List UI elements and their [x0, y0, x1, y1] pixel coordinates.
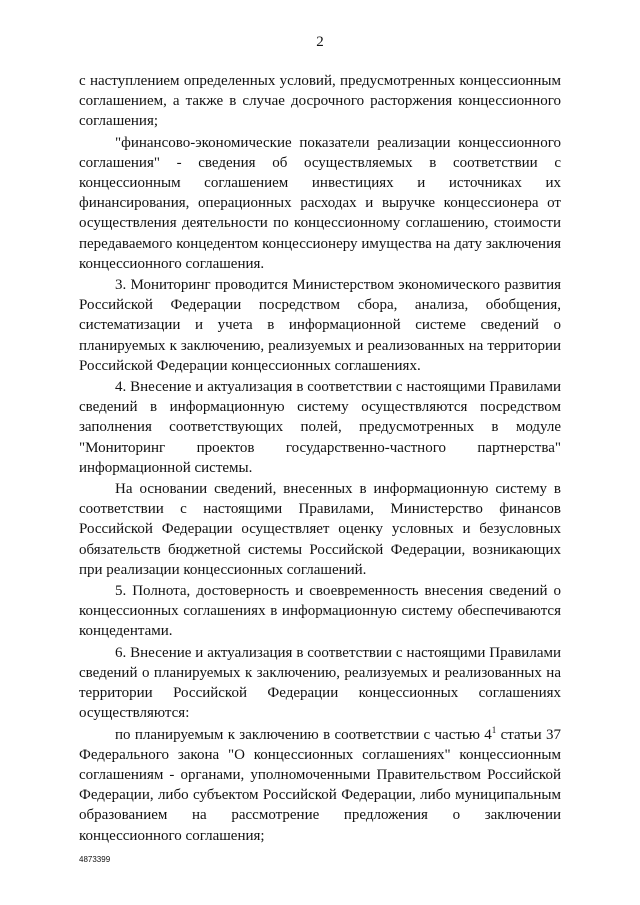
paragraph: На основании сведений, внесенных в информационную систему в соответствии с настоящими Правилами, Министерство финансов Российской Федерации осуществляет оценку условных и безусловных обязательств бюджетной системы Российской Федерации, возникающих при реализации концессионных соглашений.	[79, 481, 561, 578]
page-number: 2	[316, 34, 324, 50]
paragraph: 3. Мониторинг проводится Министерством экономического развития Российской Федерации посредством сбора, анализа, обобщения, систематизации и учета в информационной системе сведений о планируемых к заключению, реализуемых и реализованных на территории Российской Федерации концессионных соглашениях.	[79, 277, 561, 374]
paragraph: "финансово-экономические показатели реализации концессионного соглашения" - сведения об осуществляемых в соответствии с концессионным соглашением инвестициях и источниках их финансирования, операционных расходах и выручке концессионера от осуществления деятельности по концессионному соглашению, стоимости передаваемого концедентом концессионеру имущества на дату заключения концессионного соглашения.	[79, 134, 561, 272]
paragraph: 4. Внесение и актуализация в соответствии с настоящими Правилами сведений в информационную систему осуществляются посредством заполнения соответствующих полей, предусмотренных в модуле "Мониторинг проектов государственно-частного партнерства" информационной системы.	[79, 379, 561, 476]
document-body	[79, 71, 561, 846]
text-segment: по планируемым к заключению в соответствии с частью 4	[115, 726, 492, 743]
superscript: 1	[491, 724, 497, 735]
paragraph: с наступлением определенных условий, предусмотренных концессионным соглашением, а также в случае досрочного расторжения концессионного соглашения;	[79, 73, 561, 130]
paragraph: 5. Полнота, достоверность и своевременность внесения сведений о концессионных соглашениях в информационную систему обеспечиваются концедентами.	[79, 583, 561, 640]
document-code: 4873399	[79, 855, 111, 864]
paragraph: 6. Внесение и актуализация в соответствии с настоящими Правилами сведений о планируемых к заключению, реализуемых и реализованных на территории Российской Федерации концессионных соглашениях осуществляются:	[79, 644, 561, 722]
paragraph-with-footnote-ref	[79, 725, 561, 846]
text-segment: статьи 37 Федерального закона "О концессионных соглашениях" концессионным соглашениям - органами, уполномоченными Правительством Российской Федерации, либо субъектом Российской Федерации, либо муниципальным образованием на рассмотрение предложения о заключении концессионного соглашения;	[79, 726, 561, 844]
